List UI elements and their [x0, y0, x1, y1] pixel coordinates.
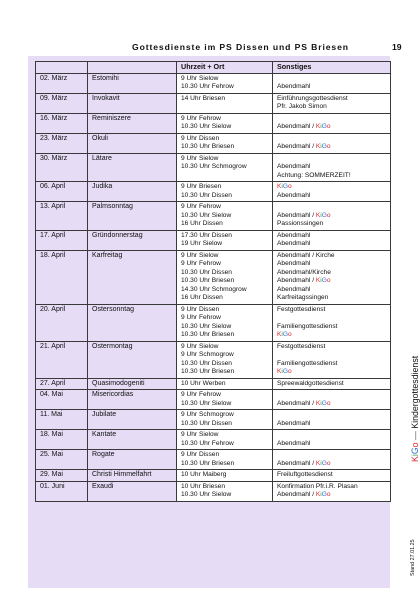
notes-line: [277, 75, 387, 84]
service-date: 21. April: [36, 341, 88, 378]
notes-line: KiGo: [277, 183, 292, 190]
notes-line: Abendmahl: [277, 163, 311, 170]
time-place-cell: [177, 153, 273, 182]
notes-line: [277, 115, 387, 124]
service-date: 01. Juni: [36, 481, 88, 501]
time-place-line: 10.30 Uhr Sielow: [181, 322, 232, 330]
notes-line: Abendmahl: [277, 240, 311, 247]
notes-cell: [273, 430, 391, 450]
time-place-cell: [177, 202, 273, 231]
notes-line: KiGo: [277, 331, 292, 338]
time-place-line: 10.30 Uhr Briesen: [181, 277, 235, 284]
sunday-name: Reminiszere: [88, 113, 177, 133]
legend-separator: —: [410, 431, 420, 440]
sunday-name: Quasimodogeniti: [88, 378, 177, 390]
table-row: [36, 230, 391, 250]
notes-cell: [273, 410, 391, 430]
table-row: [36, 341, 391, 378]
page-number: 19: [392, 42, 402, 52]
sunday-name: Lätare: [88, 153, 177, 182]
time-place-line: 19 Uhr Sielow: [181, 240, 223, 247]
notes-line: Abendmahl: [277, 231, 311, 239]
sunday-name: Rogate: [88, 450, 177, 470]
notes-cell: [273, 470, 391, 482]
time-place-line: 10.30 Uhr Sielow: [181, 123, 232, 130]
time-place-line: 14.30 Uhr Schmogrow: [181, 285, 247, 293]
notes-cell: [273, 390, 391, 410]
time-place-line: 10.30 Uhr Fehrow: [181, 83, 234, 90]
notes-line: Abendmahl / KiGo: [277, 459, 331, 467]
table-row: [36, 250, 391, 304]
time-place-line: 10.30 Uhr Briesen: [181, 331, 235, 338]
notes-line: Konfirmation Pfr.i.R. Plasan: [277, 482, 358, 490]
time-place-cell: [177, 450, 273, 470]
time-place-line: [181, 103, 269, 112]
time-place-line: 10.30 Uhr Dissen: [181, 359, 232, 367]
table-row: [36, 481, 391, 501]
time-place-line: 10.30 Uhr Sielow: [181, 211, 232, 219]
table-row: [36, 133, 391, 153]
time-place-cell: [177, 430, 273, 450]
time-place-line: 10 Uhr Briesen: [181, 482, 225, 490]
sunday-name: Exaudi: [88, 481, 177, 501]
time-place-line: 9 Uhr Fehrow: [181, 260, 221, 267]
notes-cell: [273, 378, 391, 390]
time-place-line: 9 Uhr Sielow: [181, 431, 219, 438]
sunday-name: Invokavit: [88, 93, 177, 113]
time-place-line: 17.30 Uhr Dissen: [181, 231, 232, 239]
table-row: [36, 470, 391, 482]
time-place-cell: [177, 470, 273, 482]
service-date: 30. März: [36, 153, 88, 182]
time-place-cell: [177, 378, 273, 390]
table-row: [36, 182, 391, 202]
service-date: 20. April: [36, 304, 88, 341]
service-date: 13. April: [36, 202, 88, 231]
time-place-line: 9 Uhr Dissen: [181, 134, 220, 142]
service-date: 18. Mai: [36, 430, 88, 450]
sunday-name: Judika: [88, 182, 177, 202]
notes-line: KiGo: [277, 368, 292, 375]
service-date: 06. April: [36, 182, 88, 202]
time-place-line: 10.30 Uhr Dissen: [181, 419, 232, 427]
notes-line: Karfreitagssingen: [277, 294, 329, 301]
time-place-line: 9 Uhr Sielow: [181, 251, 219, 259]
notes-line: Abendmahl / KiGo: [277, 211, 331, 219]
time-place-line: 9 Uhr Sielow: [181, 154, 219, 162]
time-place-cell: [177, 93, 273, 113]
table-row: [36, 73, 391, 93]
sunday-name: Jubilate: [88, 410, 177, 430]
service-date: 23. März: [36, 133, 88, 153]
notes-line: Familiengottesdienst: [277, 322, 338, 330]
notes-line: [277, 155, 387, 164]
service-date: 27. April: [36, 378, 88, 390]
column-header-sunday: [88, 62, 177, 74]
time-place-line: 9 Uhr Fehrow: [181, 203, 221, 210]
notes-line: Abendmahl: [277, 439, 311, 447]
legend-text: Kindergottesdienst: [410, 355, 420, 429]
page-title: Gottesdienste im PS Dissen und PS Briesen: [132, 42, 349, 52]
time-place-line: 14 Uhr Briesen: [181, 94, 225, 102]
table-row: [36, 153, 391, 182]
notes-line: Abendmahl / KiGo: [277, 277, 331, 284]
notes-line: [277, 203, 387, 212]
time-place-line: 10.30 Uhr Sielow: [181, 399, 232, 407]
notes-cell: [273, 341, 391, 378]
notes-cell: [273, 250, 391, 304]
notes-line: Abendmahl / KiGo: [277, 143, 331, 150]
service-schedule-table: [35, 61, 391, 502]
table-header-row: [36, 62, 391, 74]
notes-line: [277, 314, 387, 323]
sunday-name: Christi Himmelfahrt: [88, 470, 177, 482]
notes-line: Abendmahl / Kirche: [277, 251, 335, 259]
time-place-line: 10.30 Uhr Briesen: [181, 459, 235, 467]
notes-cell: [273, 133, 391, 153]
time-place-cell: [177, 481, 273, 501]
table-row: [36, 410, 391, 430]
table-row: [36, 390, 391, 410]
notes-line: Achtung: SOMMERZEIT!: [277, 171, 351, 179]
sunday-name: Misericordias: [88, 390, 177, 410]
sunday-name: Ostersonntag: [88, 304, 177, 341]
time-place-line: 10.30 Uhr Dissen: [181, 191, 232, 199]
notes-line: Abendmahl / KiGo: [277, 491, 331, 498]
notes-cell: [273, 93, 391, 113]
sunday-name: Palmsonntag: [88, 202, 177, 231]
sunday-name: Okuli: [88, 133, 177, 153]
kigo-logo: KiGo: [410, 442, 420, 462]
time-place-line: 10.30 Uhr Fehrow: [181, 439, 234, 447]
notes-line: Festgottesdienst: [277, 342, 326, 350]
table-row: [36, 202, 391, 231]
schedule-body: [36, 73, 391, 501]
notes-line: [277, 411, 387, 420]
notes-line: Pfr. Jakob Simon: [277, 103, 327, 110]
column-header-notes: Sonstiges: [273, 62, 391, 74]
time-place-cell: [177, 341, 273, 378]
notes-line: Abendmahl / KiGo: [277, 399, 331, 407]
notes-line: Abendmahl: [277, 285, 311, 293]
notes-cell: [273, 202, 391, 231]
time-place-line: 9 Uhr Schmogrow: [181, 351, 234, 358]
service-date: 29. Mai: [36, 470, 88, 482]
time-place-line: 10.30 Uhr Dissen: [181, 268, 232, 276]
service-date: 18. April: [36, 250, 88, 304]
time-place-line: 16 Uhr Dissen: [181, 294, 223, 301]
time-place-line: 9 Uhr Dissen: [181, 305, 220, 313]
time-place-line: 10.30 Uhr Briesen: [181, 368, 235, 375]
service-date: 11. Mai: [36, 410, 88, 430]
notes-line: [277, 431, 387, 440]
table-row: [36, 450, 391, 470]
notes-cell: [273, 113, 391, 133]
time-place-line: 9 Uhr Sielow: [181, 342, 219, 350]
table-row: [36, 113, 391, 133]
time-place-line: 10.30 Uhr Briesen: [181, 143, 235, 150]
sunday-name: Estomihi: [88, 73, 177, 93]
time-place-cell: [177, 390, 273, 410]
notes-cell: [273, 230, 391, 250]
time-place-line: 9 Uhr Briesen: [181, 183, 222, 190]
notes-line: Abendmahl: [277, 260, 311, 267]
revision-date: Stand 27.01.25: [410, 539, 416, 576]
time-place-line: 16 Uhr Dissen: [181, 220, 223, 227]
notes-line: Abendmahl: [277, 83, 311, 90]
sunday-name: Karfreitag: [88, 250, 177, 304]
notes-line: Passionssingen: [277, 220, 324, 227]
notes-line: Spreewaldgottesdienst: [277, 379, 344, 387]
notes-cell: [273, 304, 391, 341]
service-date: 17. April: [36, 230, 88, 250]
notes-line: Abendmahl/Kirche: [277, 268, 331, 276]
notes-line: [277, 391, 387, 400]
time-place-line: 9 Uhr Dissen: [181, 451, 220, 458]
time-place-cell: [177, 230, 273, 250]
time-place-cell: [177, 250, 273, 304]
notes-cell: [273, 481, 391, 501]
column-header-time-place: Uhrzeit + Ort: [177, 62, 273, 74]
time-place-line: 10 Uhr Werben: [181, 379, 226, 387]
service-date: 16. März: [36, 113, 88, 133]
notes-line: Familiengottesdienst: [277, 359, 338, 367]
table-row: [36, 304, 391, 341]
notes-line: [277, 451, 387, 460]
sunday-name: Gründonnerstag: [88, 230, 177, 250]
sunday-name: Kantate: [88, 430, 177, 450]
table-row: [36, 430, 391, 450]
time-place-line: 9 Uhr Schmogrow: [181, 411, 234, 418]
service-date: 09. März: [36, 93, 88, 113]
time-place-cell: [177, 304, 273, 341]
notes-line: Abendmahl: [277, 191, 311, 199]
table-row: [36, 93, 391, 113]
notes-line: Festgottesdienst: [277, 305, 326, 313]
notes-cell: [273, 153, 391, 182]
time-place-line: 9 Uhr Fehrow: [181, 391, 221, 398]
time-place-line: 10.30 Uhr Schmogrow: [181, 163, 247, 170]
time-place-line: 10 Uhr Maiberg: [181, 471, 227, 478]
time-place-cell: [177, 410, 273, 430]
time-place-line: 9 Uhr Fehrow: [181, 314, 221, 321]
column-header-date: [36, 62, 88, 74]
notes-cell: [273, 182, 391, 202]
table-row: [36, 378, 391, 390]
time-place-cell: [177, 182, 273, 202]
time-place-cell: [177, 133, 273, 153]
service-date: 02. März: [36, 73, 88, 93]
notes-line: Einführungsgottesdienst: [277, 94, 348, 102]
sunday-name: Ostermontag: [88, 341, 177, 378]
time-place-line: 9 Uhr Sielow: [181, 74, 219, 82]
time-place-cell: [177, 113, 273, 133]
notes-line: Abendmahl: [277, 419, 311, 427]
service-date: 25. Mai: [36, 450, 88, 470]
notes-line: Abendmahl / KiGo: [277, 123, 331, 130]
service-date: 04. Mai: [36, 390, 88, 410]
notes-cell: [273, 73, 391, 93]
kigo-legend: [410, 356, 420, 462]
notes-cell: [273, 450, 391, 470]
notes-line: Freiluftgottesdienst: [277, 471, 333, 478]
time-place-cell: [177, 73, 273, 93]
time-place-line: 10.30 Uhr Sielow: [181, 491, 232, 498]
time-place-line: 9 Uhr Fehrow: [181, 114, 221, 122]
notes-line: [277, 351, 387, 360]
notes-line: [277, 135, 387, 144]
time-place-line: [181, 172, 269, 181]
